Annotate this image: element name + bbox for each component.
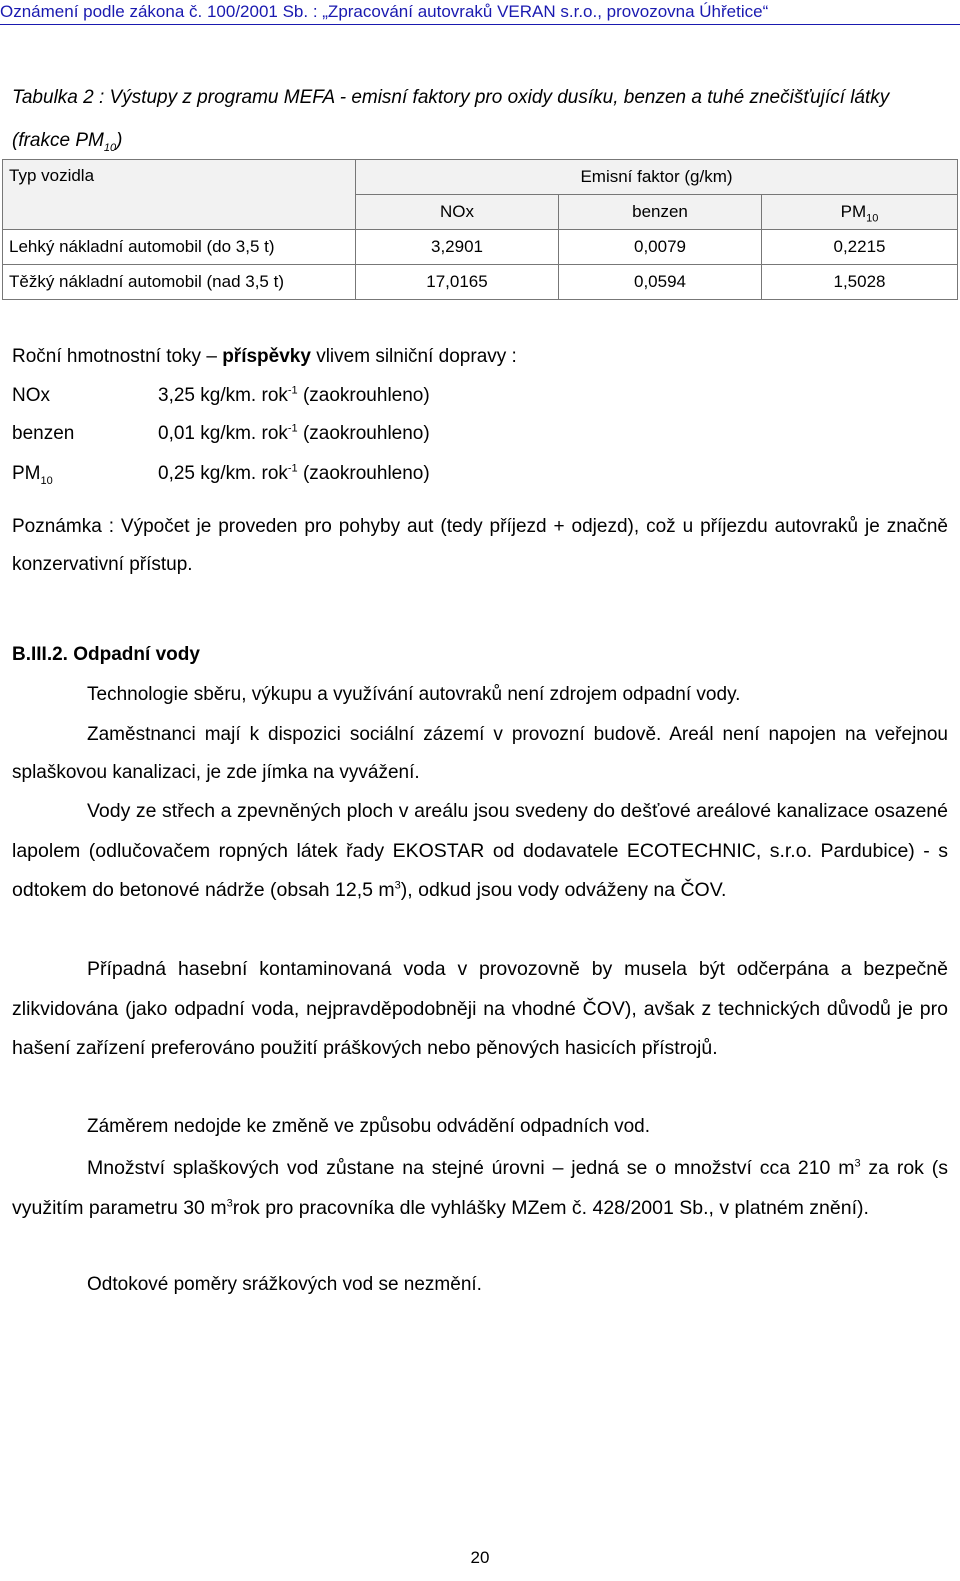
annual-value-note: (zaokrouhleno) bbox=[297, 463, 430, 484]
paragraph-6-dash: – bbox=[552, 1157, 564, 1179]
header-pm bbox=[762, 195, 958, 230]
cell-nox: 17,0165 bbox=[356, 265, 559, 300]
cell-pm: 1,5028 bbox=[762, 265, 958, 300]
paragraph-3-b: ), odkud jsou vody odváženy na ČOV. bbox=[400, 879, 727, 901]
table-header-row bbox=[3, 160, 958, 195]
annual-value-text: 0,01 kg/km. rok bbox=[158, 423, 288, 444]
paragraph-3 bbox=[12, 792, 948, 911]
page-number: 20 bbox=[470, 1548, 490, 1567]
annual-label-benzen bbox=[12, 416, 74, 452]
paragraph-6-a: Množství splaškových vod zůstane na stejné úrovni bbox=[87, 1157, 545, 1179]
cell-vehicle: Lehký nákladní automobil (do 3,5 t) bbox=[3, 230, 356, 265]
paragraph-6-d: rok pro pracovníka dle vyhlášky MZem č. 428/2001 Sb., v platném znění). bbox=[232, 1197, 869, 1219]
header-emission: Emisní faktor (g/km) bbox=[356, 160, 958, 195]
paragraph-6-sup1: 3 bbox=[854, 1157, 861, 1170]
header-vehicle: Typ vozidla bbox=[3, 160, 356, 230]
table-row bbox=[3, 230, 958, 265]
caption-end: ) bbox=[116, 130, 123, 151]
header-pm-sub: 10 bbox=[866, 212, 879, 225]
section-title: B.III.2. Odpadní vody bbox=[12, 644, 200, 665]
header-benzen: benzen bbox=[559, 195, 762, 230]
annual-value-sup: -1 bbox=[287, 384, 298, 397]
table-row bbox=[3, 265, 958, 300]
annual-value-sup: -1 bbox=[287, 422, 298, 435]
cell-benzen: 0,0594 bbox=[559, 265, 762, 300]
paragraph-3-sup: 3 bbox=[394, 879, 401, 892]
annual-value-text: 3,25 kg/km. rok bbox=[158, 385, 288, 406]
paragraph-4: Případná hasební kontaminovaná voda v provozovně by musela být odčerpána a bezpečně zlikvidována (jako odpadní voda, nejpravděpodobněji na vhodné ČOV), avšak z technických důvodů je pro hašení zařízení preferováno použití práškových nebo pěnových hasicích přístrojů. bbox=[12, 958, 948, 1059]
header-nox: NOx bbox=[356, 195, 559, 230]
annual-label-text: PM bbox=[12, 463, 41, 484]
caption-subscript: 10 bbox=[103, 141, 117, 154]
cell-nox: 3,2901 bbox=[356, 230, 559, 265]
annual-label-text: benzen bbox=[12, 423, 75, 444]
paragraph-5: Záměrem nedojde ke změně ve způsobu odvádění odpadních vod. bbox=[87, 1116, 650, 1137]
annual-intro-b: vlivem silniční dopravy : bbox=[310, 346, 517, 367]
cell-pm: 0,2215 bbox=[762, 230, 958, 265]
annual-value-nox bbox=[158, 378, 430, 414]
paragraph-6 bbox=[12, 1148, 948, 1228]
table-caption bbox=[12, 76, 952, 162]
paragraph-7: Odtokové poměry srážkových vod se nezmění. bbox=[87, 1274, 482, 1295]
annual-intro-dash: – bbox=[206, 346, 217, 367]
note-paragraph: Poznámka : Výpočet je proveden pro pohyby aut (tedy příjezd + odjezd), což u příjezdu autovraků je značně konzervativní přístup. bbox=[12, 516, 948, 575]
annual-intro-bold: příspěvky bbox=[222, 346, 311, 367]
annual-label-sub: 10 bbox=[40, 474, 53, 487]
caption-text: Tabulka 2 : Výstupy z programu MEFA - emisní faktory pro oxidy dusíku, benzen a tuhé znečišťující látky (frakce PM bbox=[12, 87, 890, 151]
header-pm-text: PM bbox=[840, 202, 867, 221]
annual-intro bbox=[12, 339, 517, 375]
annual-value-pm bbox=[158, 456, 430, 492]
annual-value-text: 0,25 kg/km. rok bbox=[158, 463, 288, 484]
annual-intro-a: Roční hmotnostní toky bbox=[12, 346, 207, 367]
annual-value-note: (zaokrouhleno) bbox=[297, 423, 430, 444]
emission-table bbox=[2, 159, 958, 300]
annual-value-benzen bbox=[158, 416, 430, 452]
paragraph-1: Technologie sběru, výkupu a využívání autovraků není zdrojem odpadní vody. bbox=[87, 684, 741, 705]
annual-value-sup: -1 bbox=[287, 462, 298, 475]
running-header: Oznámení podle zákona č. 100/2001 Sb. : „Zpracování autovraků VERAN s.r.o., provozovna Úhřetice“ bbox=[0, 0, 960, 25]
cell-benzen: 0,0079 bbox=[559, 230, 762, 265]
paragraph-2: Zaměstnanci mají k dispozici sociální zázemí v provozní budově. Areál není napojen na veřejnou splaškovou kanalizaci, je zde jímka na vyvážení. bbox=[12, 724, 948, 783]
annual-label-pm bbox=[12, 456, 53, 492]
annual-label-nox bbox=[12, 378, 50, 414]
cell-vehicle: Těžký nákladní automobil (nad 3,5 t) bbox=[3, 265, 356, 300]
paragraph-3-a: Vody ze střech a zpevněných ploch v areálu jsou svedeny do dešťové areálové kanalizace osazené lapolem (odlučovačem ropných látek řady EKOSTAR od dodavatele ECOTECHNIC, s.r.o. Pardubice) - s odtokem do betonové nádrže (obsah 12,5 m bbox=[12, 800, 948, 901]
annual-label-text: NOx bbox=[12, 385, 50, 406]
annual-value-note: (zaokrouhleno) bbox=[297, 385, 430, 406]
paragraph-6-c: za rok (s využitím parametru 30 m bbox=[12, 1157, 949, 1219]
paragraph-6-sup2: 3 bbox=[226, 1197, 233, 1210]
paragraph-6-b: jedná se o množství cca 210 m bbox=[571, 1157, 855, 1179]
